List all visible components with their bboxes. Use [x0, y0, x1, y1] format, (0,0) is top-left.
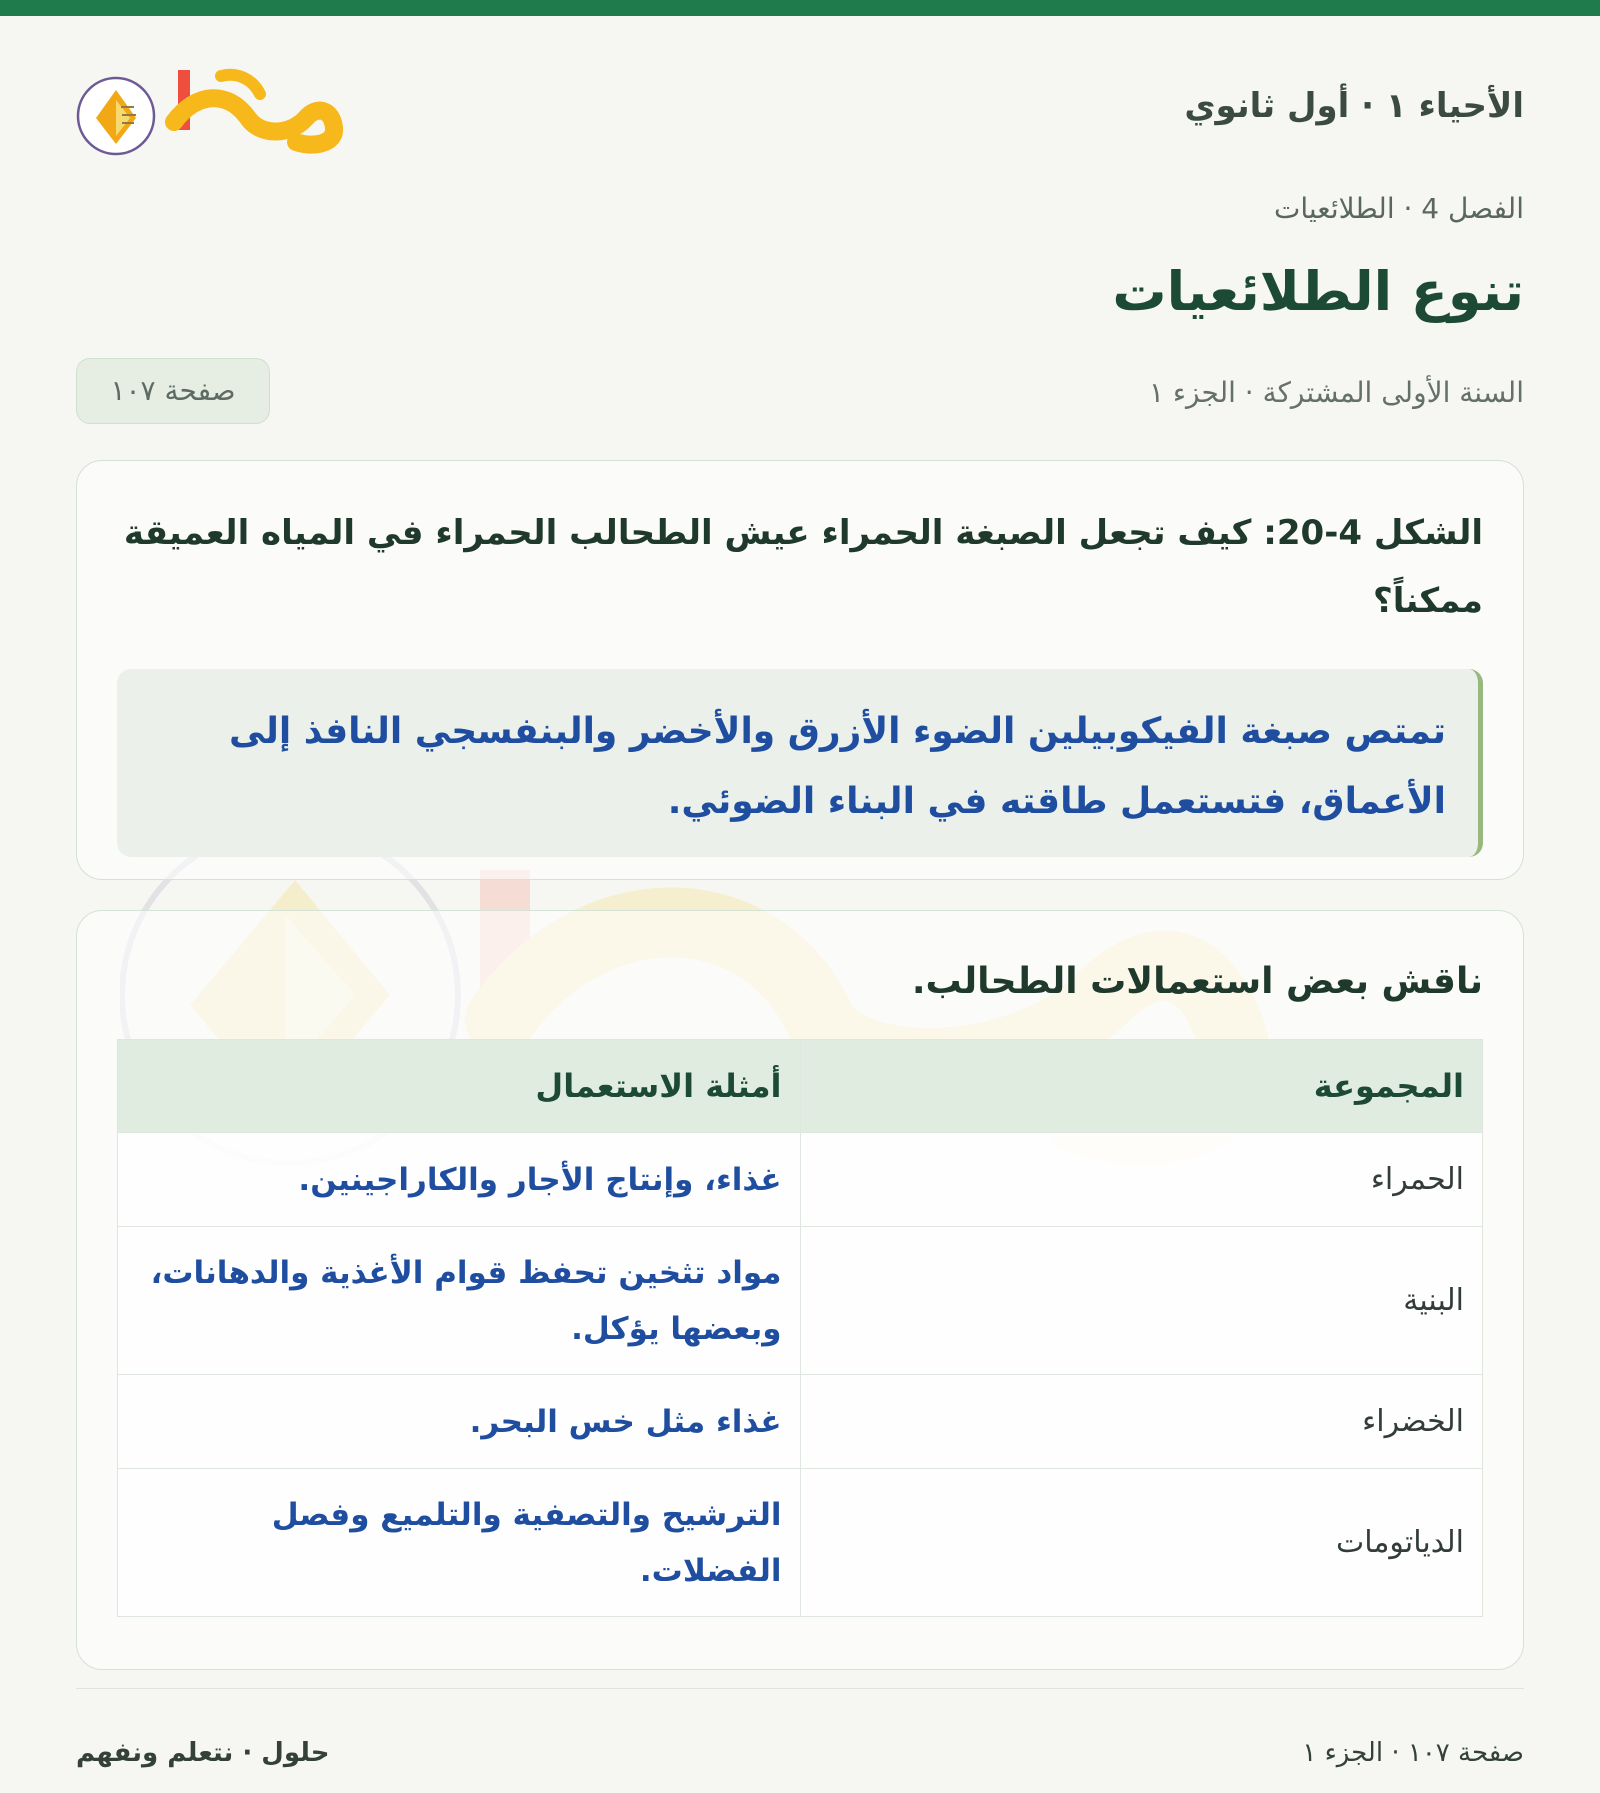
use-cell: غذاء، وإنتاج الأجار والكاراجينين. [118, 1133, 801, 1227]
table-header [118, 1040, 1483, 1133]
table-row [118, 1375, 1483, 1469]
footer-divider [76, 1688, 1524, 1689]
column-header-uses: أمثلة الاستعمال [118, 1040, 801, 1133]
figure-question-card [76, 460, 1524, 880]
use-cell: غذاء مثل خس البحر. [118, 1375, 801, 1469]
footer-page-info: صفحة ١٠٧ · الجزء ١ [1302, 1738, 1524, 1768]
course-meta: السنة الأولى المشتركة · الجزء ١ [1148, 376, 1524, 409]
table-header-row [118, 1040, 1483, 1133]
algae-uses-table [117, 1039, 1483, 1617]
subject-title: الأحياء ١ · أول ثانوي [1184, 86, 1524, 126]
discussion-prompt: ناقش بعض استعمالات الطحالب. [911, 961, 1483, 1002]
page-content [76, 16, 1524, 1793]
group-cell: الحمراء [800, 1133, 1483, 1227]
table-row [118, 1227, 1483, 1375]
column-header-group: المجموعة [800, 1040, 1483, 1133]
figure-question: الشكل 4-20: كيف تجعل الصبغة الحمراء عيش الطحالب الحمراء في المياه العميقة ممكناً؟ [123, 513, 1483, 621]
page-header [76, 16, 1524, 409]
use-cell: الترشيح والتصفية والتلميع وفصل الفضلات. [118, 1469, 801, 1617]
table-body [118, 1133, 1483, 1617]
use-cell: مواد تثخين تحفظ قوام الأغذية والدهانات، وبعضها يؤكل. [118, 1227, 801, 1375]
lesson-title: تنوع الطلائعيات [1112, 260, 1524, 323]
figure-answer: تمتص صبغة الفيكوبيلين الضوء الأزرق والأخضر والبنفسجي النافذ إلى الأعماق، فتستعمل طاقته في البناء الضوئي. [228, 711, 1446, 822]
table-row [118, 1133, 1483, 1227]
algae-uses-card [76, 910, 1524, 1670]
halool-logo-icon[interactable] [76, 52, 346, 172]
table-row [118, 1469, 1483, 1617]
group-cell: الدياتومات [800, 1469, 1483, 1617]
figure-answer-box [117, 669, 1483, 857]
group-cell: البنية [800, 1227, 1483, 1375]
page-number-badge: صفحة ١٠٧ [76, 358, 270, 424]
group-cell: الخضراء [800, 1375, 1483, 1469]
chapter-label: الفصل 4 · الطلائعيات [1273, 192, 1524, 225]
footer-brand: حلول · نتعلم ونفهم [76, 1738, 330, 1768]
top-accent-bar [0, 0, 1600, 16]
